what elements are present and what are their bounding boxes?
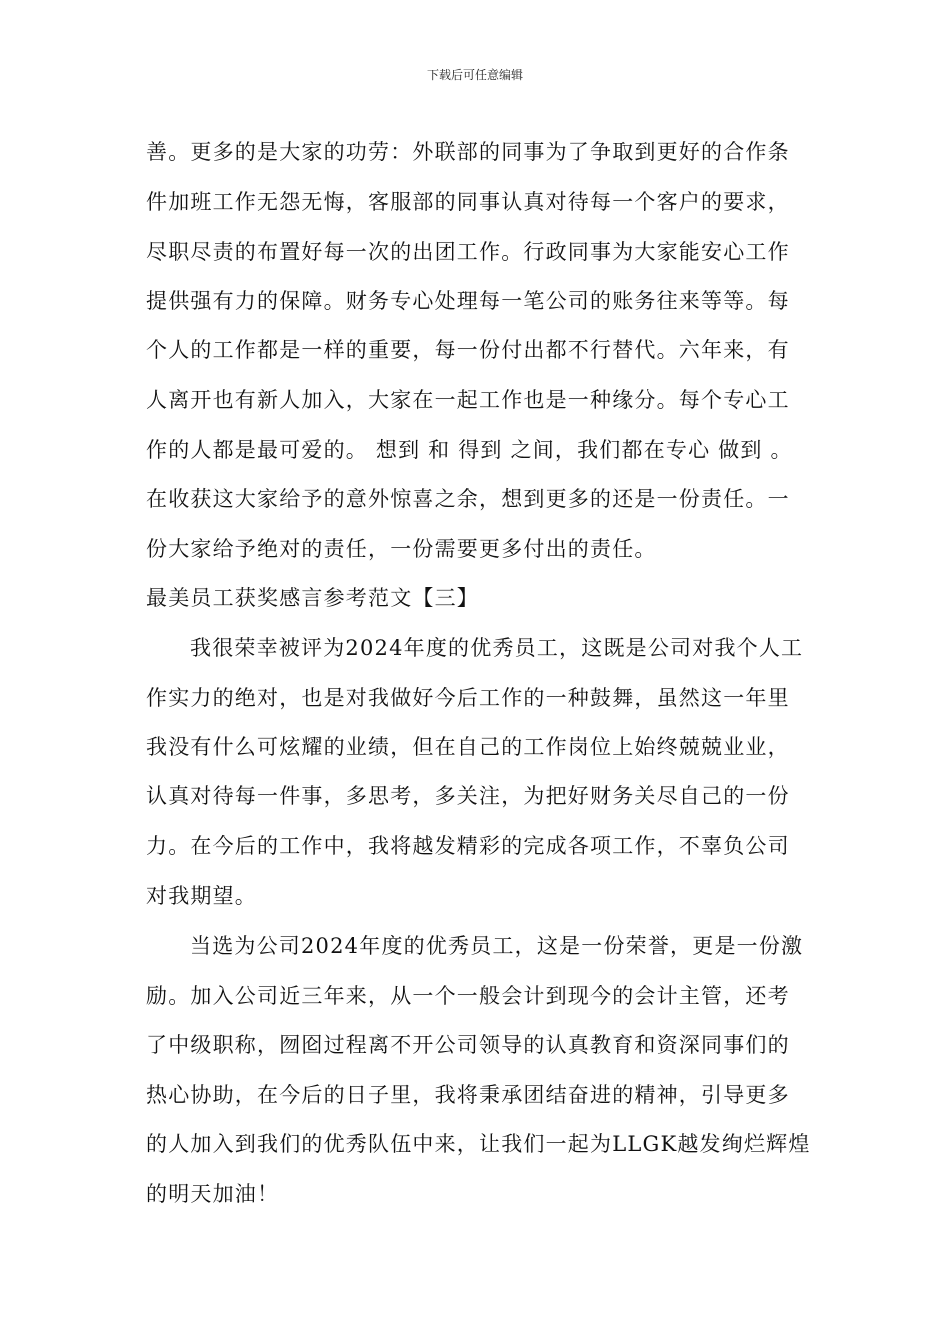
paragraph-line: 人离开也有新人加入，大家在一起工作也是一种缘分。每个专心工 (146, 388, 790, 412)
paragraph-line: 的人加入到我们的优秀队伍中来，让我们一起为LLGK越发绚烂辉煌 (146, 1132, 811, 1156)
paragraph-line: 份大家给予绝对的责任，一份需要更多付出的责任。 (146, 537, 657, 561)
paragraph-line: 了中级职称，囫囵过程离不开公司领导的认真教育和资深同事们的 (146, 1033, 790, 1057)
paragraph-line: 励。加入公司近三年来，从一个一般会计到现今的会计主管，还考 (146, 984, 790, 1008)
paragraph-line: 件加班工作无怨无悔，客服部的同事认真对待每一个客户的要求， (146, 190, 790, 214)
paragraph-line: 作的人都是最可爱的。 想到 和 得到 之间，我们都在专心 做到 。 (146, 438, 793, 462)
paragraph-line: 作实力的绝对，也是对我做好今后工作的一种鼓舞，虽然这一年里 (146, 686, 790, 710)
paragraph-line: 尽职尽责的布置好每一次的出团工作。行政同事为大家能安心工作 (146, 240, 790, 264)
paragraph-line: 认真对待每一件事，多思考，多关注，为把好财务关尽自己的一份 (146, 784, 790, 808)
section-heading: 最美员工获奖感言参考范文【三】 (146, 586, 479, 610)
paragraph-line: 个人的工作都是一样的重要，每一份付出都不行替代。六年来，有 (146, 338, 790, 362)
paragraph-line: 善。更多的是大家的功劳：外联部的同事为了争取到更好的合作条 (146, 140, 790, 164)
paragraph-line: 对我期望。 (146, 884, 257, 908)
paragraph-line: 我很荣幸被评为2024年度的优秀员工，这既是公司对我个人工 (190, 636, 804, 660)
paragraph-line: 我没有什么可炫耀的业绩，但在自己的工作岗位上始终兢兢业业， (146, 735, 790, 759)
paragraph-line: 在收获这大家给予的意外惊喜之余，想到更多的还是一份责任。一 (146, 487, 790, 511)
paragraph-line: 提供强有力的保障。财务专心处理每一笔公司的账务往来等等。每 (146, 289, 790, 313)
paragraph-line: 当选为公司2024年度的优秀员工，这是一份荣誉，更是一份激 (190, 934, 804, 958)
page-header: 下载后可任意编辑 (426, 68, 523, 82)
paragraph-line: 热心协助，在今后的日子里，我将秉承团结奋进的精神，引导更多 (146, 1083, 790, 1107)
paragraph-line: 力。在今后的工作中，我将越发精彩的完成各项工作，不辜负公司 (146, 834, 790, 858)
paragraph-line: 的明天加油！ (146, 1182, 280, 1206)
